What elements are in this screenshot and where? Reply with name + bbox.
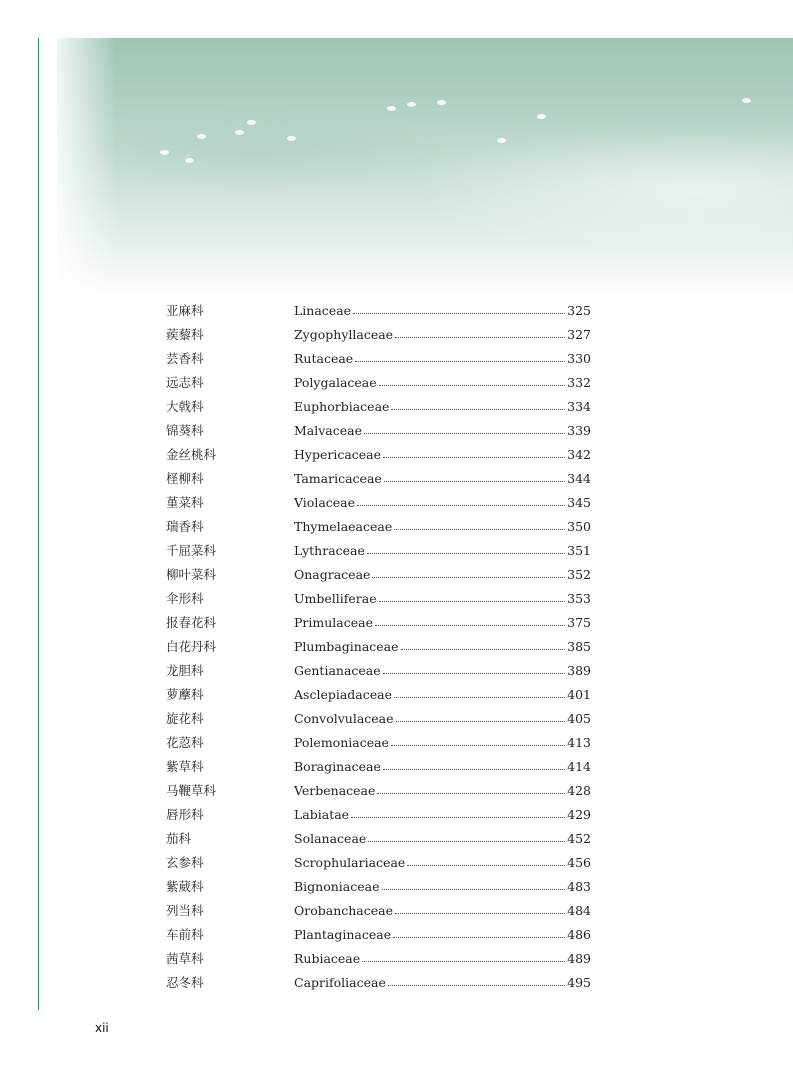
toc-entry xyxy=(166,586,591,610)
dot-leader xyxy=(395,913,565,914)
dot-leader xyxy=(394,529,565,530)
family-name-chinese: 远志科 xyxy=(166,375,204,390)
sheep xyxy=(407,102,416,107)
dot-leader xyxy=(367,553,565,554)
family-name-latin: Bignoniaceae xyxy=(294,878,380,894)
dot-leader xyxy=(393,937,565,938)
family-name-chinese: 列当科 xyxy=(166,903,204,918)
page-ref: 414 xyxy=(567,758,591,774)
toc-entry xyxy=(166,946,591,970)
toc-entry xyxy=(166,658,591,682)
page-ref: 456 xyxy=(567,854,591,870)
sheep xyxy=(497,138,506,143)
dot-leader xyxy=(388,985,565,986)
family-name-chinese: 玄参科 xyxy=(166,855,204,870)
toc-entry xyxy=(166,442,591,466)
family-name-chinese: 龙胆科 xyxy=(166,663,204,678)
dot-leader xyxy=(375,625,565,626)
page-ref: 334 xyxy=(567,398,591,414)
dot-leader xyxy=(383,457,565,458)
page-ref: 483 xyxy=(567,878,591,894)
sheep xyxy=(742,98,751,103)
dot-leader xyxy=(372,577,565,578)
dot-leader xyxy=(377,793,565,794)
page-ref: 428 xyxy=(567,782,591,798)
dot-leader xyxy=(384,481,565,482)
family-name-latin: Umbelliferae xyxy=(294,590,377,606)
toc-entry xyxy=(166,538,591,562)
header-banner-image xyxy=(57,38,793,300)
toc-entry xyxy=(166,682,591,706)
page-ref: 342 xyxy=(567,446,591,462)
toc-entry xyxy=(166,610,591,634)
family-name-latin: Lythraceae xyxy=(294,542,365,558)
dot-leader xyxy=(407,865,565,866)
family-name-chinese: 茄科 xyxy=(166,831,192,846)
family-name-latin: Hypericaceae xyxy=(294,446,382,462)
family-name-latin: Polemoniaceae xyxy=(294,734,389,750)
toc-entry xyxy=(166,490,591,514)
sheep xyxy=(537,114,546,119)
family-name-latin: Verbenaceae xyxy=(294,782,376,798)
dot-leader xyxy=(401,649,566,650)
toc-entry xyxy=(166,970,591,994)
page-ref: 486 xyxy=(567,926,591,942)
toc-entry xyxy=(166,754,591,778)
family-name-chinese: 唇形科 xyxy=(166,807,204,822)
toc-entry xyxy=(166,562,591,586)
family-name-latin: Thymelaeaceae xyxy=(294,518,393,534)
family-name-chinese: 萝藦科 xyxy=(166,687,204,702)
page-ref: 325 xyxy=(567,302,591,318)
family-name-chinese: 金丝桃科 xyxy=(166,447,217,462)
toc-entry xyxy=(166,634,591,658)
dot-leader xyxy=(357,505,565,506)
side-rule xyxy=(38,38,39,1010)
table-of-contents xyxy=(166,298,591,994)
page-ref: 352 xyxy=(567,566,591,582)
family-name-latin: Plumbaginaceae xyxy=(294,638,399,654)
family-name-latin: Rubiaceae xyxy=(294,950,361,966)
family-name-latin: Polygalaceae xyxy=(294,374,377,390)
dot-leader xyxy=(391,409,565,410)
sheep xyxy=(160,150,169,155)
banner-fade xyxy=(57,38,117,300)
toc-entry xyxy=(166,826,591,850)
page-ref: 401 xyxy=(567,686,591,702)
page-ref: 389 xyxy=(567,662,591,678)
page-ref: 495 xyxy=(567,974,591,990)
toc-entry xyxy=(166,730,591,754)
page-ref: 413 xyxy=(567,734,591,750)
sheep xyxy=(247,120,256,125)
family-name-chinese: 瑞香科 xyxy=(166,519,204,534)
toc-entry xyxy=(166,706,591,730)
page-ref: 351 xyxy=(567,542,591,558)
toc-entry xyxy=(166,346,591,370)
dot-leader xyxy=(362,961,565,962)
page-ref: 344 xyxy=(567,470,591,486)
family-name-chinese: 花荵科 xyxy=(166,735,204,750)
page-ref: 405 xyxy=(567,710,591,726)
page-ref: 489 xyxy=(567,950,591,966)
family-name-latin: Violaceae xyxy=(294,494,356,510)
sheep xyxy=(387,106,396,111)
family-name-latin: Tamaricaceae xyxy=(294,470,382,486)
dot-leader xyxy=(379,601,566,602)
dot-leader xyxy=(391,745,565,746)
dot-leader xyxy=(395,337,565,338)
toc-entry xyxy=(166,874,591,898)
family-name-chinese: 忍冬科 xyxy=(166,975,204,990)
dot-leader xyxy=(383,769,565,770)
family-name-chinese: 紫葳科 xyxy=(166,879,204,894)
family-name-latin: Onagraceae xyxy=(294,566,371,582)
dot-leader xyxy=(368,841,565,842)
family-name-latin: Primulaceae xyxy=(294,614,373,630)
page-ref: 332 xyxy=(567,374,591,390)
family-name-chinese: 锦葵科 xyxy=(166,423,204,438)
family-name-chinese: 柽柳科 xyxy=(166,471,204,486)
dot-leader xyxy=(394,697,565,698)
family-name-latin: Euphorbiaceae xyxy=(294,398,390,414)
page-ref: 484 xyxy=(567,902,591,918)
dot-leader xyxy=(383,673,565,674)
family-name-chinese: 芸香科 xyxy=(166,351,204,366)
page-ref: 327 xyxy=(567,326,591,342)
family-name-latin: Malvaceae xyxy=(294,422,363,438)
toc-entry xyxy=(166,850,591,874)
family-name-chinese: 紫草科 xyxy=(166,759,204,774)
family-name-latin: Boraginaceae xyxy=(294,758,381,774)
toc-entry xyxy=(166,922,591,946)
family-name-chinese: 茜草科 xyxy=(166,951,204,966)
toc-entry xyxy=(166,898,591,922)
family-name-chinese: 车前科 xyxy=(166,927,204,942)
toc-entry xyxy=(166,778,591,802)
page-ref: 345 xyxy=(567,494,591,510)
toc-entry xyxy=(166,322,591,346)
sheep xyxy=(235,130,244,135)
toc-entry xyxy=(166,370,591,394)
family-name-latin: Asclepiadaceae xyxy=(294,686,392,702)
family-name-latin: Plantaginaceae xyxy=(294,926,392,942)
family-name-latin: Convolvulaceae xyxy=(294,710,394,726)
sheep xyxy=(185,158,194,163)
family-name-latin: Scrophulariaceae xyxy=(294,854,406,870)
family-name-latin: Solanaceae xyxy=(294,830,367,846)
page-number: xii xyxy=(95,1021,109,1035)
page-ref: 339 xyxy=(567,422,591,438)
dot-leader xyxy=(382,889,566,890)
page-ref: 429 xyxy=(567,806,591,822)
family-name-chinese: 伞形科 xyxy=(166,591,204,606)
family-name-chinese: 马鞭草科 xyxy=(166,783,217,798)
family-name-latin: Linaceae xyxy=(294,302,352,318)
family-name-chinese: 柳叶菜科 xyxy=(166,567,217,582)
family-name-chinese: 堇菜科 xyxy=(166,495,204,510)
family-name-latin: Labiatae xyxy=(294,806,350,822)
toc-entry xyxy=(166,802,591,826)
dot-leader xyxy=(353,313,565,314)
page-ref: 330 xyxy=(567,350,591,366)
family-name-chinese: 亚麻科 xyxy=(166,303,204,318)
family-name-chinese: 旋花科 xyxy=(166,711,204,726)
family-name-latin: Orobanchaceae xyxy=(294,902,394,918)
sheep xyxy=(197,134,206,139)
page-ref: 452 xyxy=(567,830,591,846)
dot-leader xyxy=(351,817,565,818)
toc-entry xyxy=(166,466,591,490)
sheep xyxy=(287,136,296,141)
family-name-latin: Zygophyllaceae xyxy=(294,326,394,342)
page-ref: 353 xyxy=(567,590,591,606)
family-name-chinese: 白花丹科 xyxy=(166,639,217,654)
toc-entry xyxy=(166,418,591,442)
page-ref: 350 xyxy=(567,518,591,534)
toc-entry xyxy=(166,394,591,418)
family-name-chinese: 大戟科 xyxy=(166,399,204,414)
family-name-chinese: 报春花科 xyxy=(166,615,217,630)
dot-leader xyxy=(379,385,565,386)
dot-leader xyxy=(364,433,565,434)
family-name-latin: Caprifoliaceae xyxy=(294,974,386,990)
dot-leader xyxy=(396,721,566,722)
family-name-latin: Gentianaceae xyxy=(294,662,381,678)
sheep xyxy=(437,100,446,105)
toc-entry xyxy=(166,514,591,538)
page-ref: 375 xyxy=(567,614,591,630)
toc-entry xyxy=(166,298,591,322)
dot-leader xyxy=(355,361,565,362)
family-name-chinese: 千屈菜科 xyxy=(166,543,217,558)
family-name-latin: Rutaceae xyxy=(294,350,354,366)
page-ref: 385 xyxy=(567,638,591,654)
family-name-chinese: 蒺藜科 xyxy=(166,327,204,342)
